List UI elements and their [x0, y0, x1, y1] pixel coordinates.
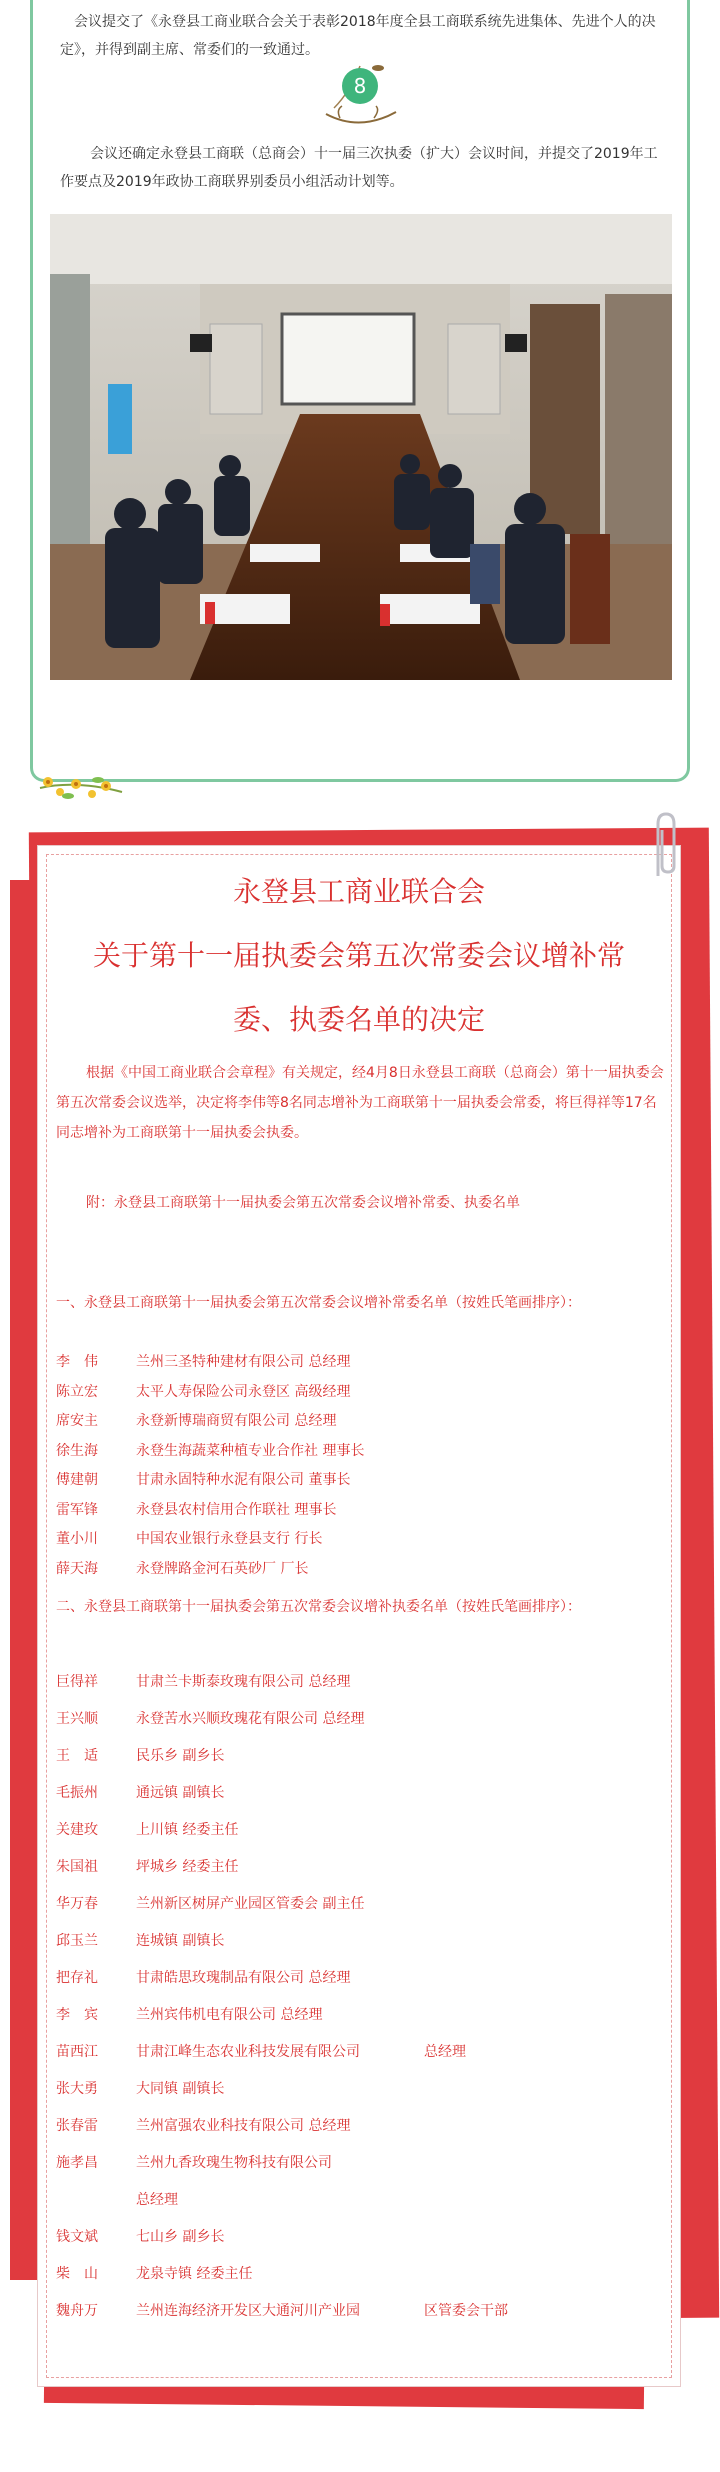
member-name: 席安主: [56, 1413, 98, 1429]
member-row: [56, 1527, 322, 1551]
member-row: [56, 2225, 224, 2249]
member-name: 钱文斌: [56, 2229, 98, 2245]
member-row: [56, 1966, 350, 1990]
member-org: 甘肃江峰生态农业科技发展有限公司: [136, 2044, 360, 2060]
member-org: 大同镇 副镇长: [136, 2081, 225, 2097]
member-name: 张春雷: [56, 2118, 98, 2134]
member-org: 兰州连海经济开发区大通河川产业园: [136, 2303, 360, 2319]
member-name: 关建玫: [56, 1822, 98, 1838]
member-org: 甘肃永固特种水泥有限公司 董事长: [136, 1472, 351, 1488]
member-name: 邱玉兰: [56, 1933, 98, 1949]
member-org: 上川镇 经委主任: [136, 1822, 239, 1838]
member-row: [56, 1557, 308, 1581]
member-row: [56, 1468, 350, 1492]
intro-paragraph-2: 会议还确定永登县工商联（总商会）十一届三次执委（扩大）会议时间，并提交了2019年工作要点及2019年政协工商联界别委员小组活动计划等。: [60, 146, 658, 190]
member-name: 柴 山: [56, 2266, 98, 2282]
member-name: 华万春: [56, 1896, 98, 1912]
member-row: [56, 2188, 178, 2212]
section-number-badge: [320, 62, 400, 128]
member-org: 连城镇 副镇长: [136, 1933, 225, 1949]
member-row: [56, 2040, 466, 2064]
member-row: [56, 1855, 238, 1879]
member-row: [56, 1818, 238, 1842]
member-org: 永登县农村信用合作联社 理事长: [136, 1501, 337, 1518]
meeting-photo: [50, 214, 672, 680]
member-row: [56, 1498, 336, 1522]
member-row: [56, 1409, 336, 1433]
decision-title-line-1: 永登县工商业联合会: [232, 875, 485, 908]
member-org: 中国农业银行永登县支行 行长: [136, 1531, 323, 1547]
member-org: 甘肃兰卡斯泰玫瑰有限公司 总经理: [136, 1674, 351, 1690]
member-name: 朱国祖: [56, 1859, 98, 1875]
member-org: 龙泉寺镇 经委主任: [136, 2266, 253, 2282]
member-name: 董小川: [56, 1531, 98, 1547]
member-org: 兰州三圣特种建材有限公司 总经理: [136, 1354, 351, 1370]
member-org: 兰州宾伟机电有限公司 总经理: [136, 2007, 323, 2023]
member-name: 陈立宏: [56, 1383, 98, 1400]
member-name: 苗西江: [56, 2044, 98, 2060]
meeting-room-image: [50, 214, 672, 680]
member-title: 区管委会干部: [424, 2303, 508, 2319]
member-row: [56, 1929, 224, 1953]
member-name: 毛振州: [56, 1785, 98, 1801]
member-name: 傅建朝: [56, 1472, 98, 1488]
member-row: [56, 1781, 224, 1805]
member-row: [56, 1350, 350, 1374]
decision-title-line-2: 关于第十一届执委会第五次常委会议增补常: [92, 939, 625, 972]
member-row: [56, 2114, 350, 2138]
member-org: 通远镇 副镇长: [136, 1785, 225, 1801]
member-org: 坪城乡 经委主任: [136, 1859, 239, 1875]
member-org: 太平人寿保险公司永登区 高级经理: [136, 1383, 351, 1400]
member-row: [56, 1892, 364, 1916]
member-org: 七山乡 副乡长: [136, 2229, 225, 2245]
member-org: 总经理: [136, 2192, 178, 2208]
member-row: [56, 1380, 350, 1404]
member-row: [56, 1439, 364, 1463]
member-org: 永登新博瑞商贸有限公司 总经理: [136, 1413, 337, 1429]
member-org: 永登苦水兴顺玫瑰花有限公司 总经理: [136, 1711, 365, 1727]
member-org: 兰州富强农业科技有限公司 总经理: [136, 2118, 351, 2134]
member-row: [56, 2299, 508, 2323]
section-1-title: 一、永登县工商联第十一届执委会第五次常委会议增补常委名单（按姓氏笔画排序）：: [56, 1295, 581, 1311]
decision-title-line-3: 委、执委名单的决定: [232, 1003, 485, 1036]
member-row: [56, 1670, 350, 1694]
member-row: [56, 1744, 224, 1768]
member-name: 把存礼: [56, 1970, 98, 1986]
member-name: 薛天海: [56, 1560, 98, 1577]
member-title: 总经理: [424, 2044, 466, 2060]
section-2-title: 二、永登县工商联第十一届执委会第五次常委会议增补执委名单（按姓氏笔画排序）：: [56, 1599, 581, 1615]
red-card-edge: [10, 880, 40, 2280]
member-org: 永登牌路金河石英砂厂 厂长: [136, 1560, 309, 1577]
member-name: 王 适: [56, 1748, 98, 1764]
member-org: 兰州九香玫瑰生物科技有限公司: [136, 2155, 332, 2171]
member-name: 巨得祥: [56, 1674, 98, 1690]
member-row: [56, 2077, 224, 2101]
member-org: 民乐乡 副乡长: [136, 1748, 225, 1764]
member-row: [56, 1707, 364, 1731]
paperclip-icon: [648, 810, 682, 880]
member-name: 李 伟: [56, 1354, 98, 1370]
member-name: 王兴顺: [56, 1711, 98, 1727]
member-row: [56, 2003, 322, 2027]
member-org: 甘肃皓思玫瑰制品有限公司 总经理: [136, 1970, 351, 1986]
member-org: 永登生海蔬菜种植专业合作社 理事长: [136, 1442, 365, 1459]
badge-number: 8: [342, 68, 378, 104]
member-name: 张大勇: [56, 2081, 98, 2097]
intro-paragraph-1: 会议提交了《永登县工商业联合会关于表彰2018年度全县工商联系统先进集体、先进个人的决定》，并得到副主席、常委们的一致通过。: [60, 14, 656, 58]
flower-decoration-icon: [36, 766, 126, 806]
decision-attachment: 附：永登县工商联第十一届执委会第五次常委会议增补常委、执委名单: [86, 1195, 520, 1211]
member-row: [56, 2151, 332, 2175]
member-row: [56, 2262, 252, 2286]
member-name: 雷军锋: [56, 1501, 98, 1518]
member-name: 徐生海: [56, 1442, 98, 1459]
member-org: 兰州新区树屏产业园区管委会 副主任: [136, 1896, 365, 1912]
decision-body: 根据《中国工商业联合会章程》有关规定，经4月8日永登县工商联（总商会）第十一届执委会第五次常委会议选举，决定将李伟等8名同志增补为工商联第十一届执委会常委，将巨得祥等17名同志增补为工商联第十一届执委会执委。: [56, 1065, 664, 1141]
member-name: 魏舟万: [56, 2303, 98, 2319]
member-name: 施孝昌: [56, 2155, 98, 2171]
member-name: 李 宾: [56, 2007, 98, 2023]
